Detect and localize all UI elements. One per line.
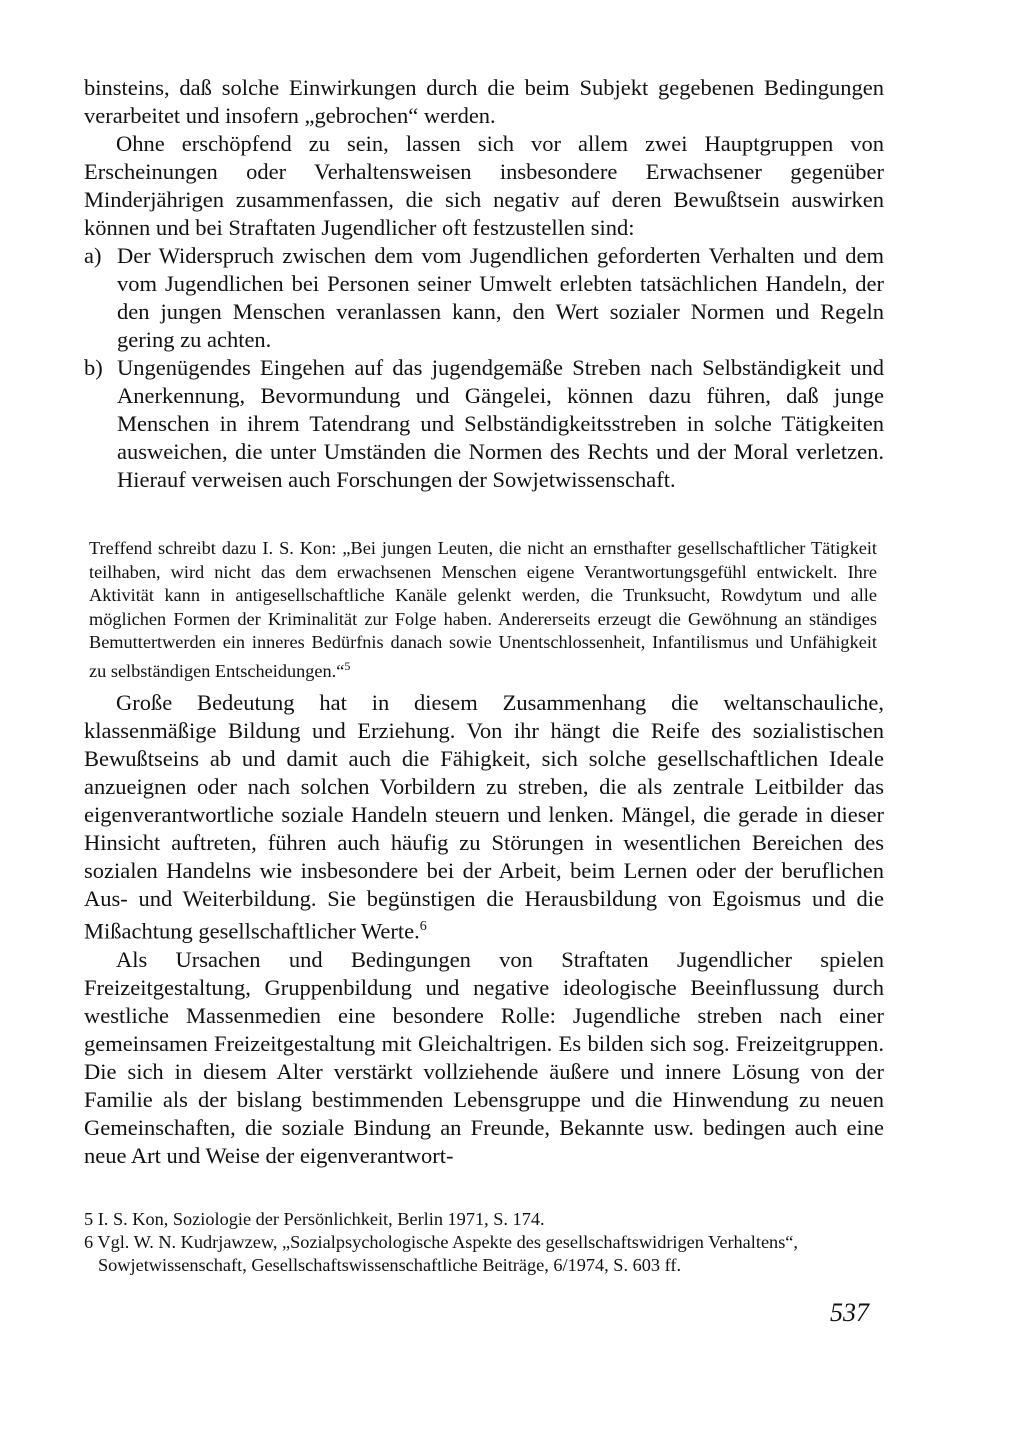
- influence-list: [84, 242, 884, 494]
- list-item-text: Der Widerspruch zwischen dem vom Jugendlichen geforderten Verhalten und dem vom Jugendlichen bei Personen seiner Umwelt erlebten tatsächlichen Handeln, der den jungen Menschen veranlassen kann, den Wert sozialer Normen und Regeln gering zu achten.: [117, 243, 884, 352]
- list-marker: b): [84, 355, 103, 380]
- list-marker: a): [84, 243, 102, 268]
- page-number: 537: [830, 1298, 869, 1327]
- lower-body: [84, 689, 884, 1170]
- footnotes: [84, 1208, 884, 1277]
- paragraph-freizeit: Als Ursachen und Bedingungen von Straftaten Jugendlicher spielen Freizeitgestaltung, Gruppenbildung und negative ideologische Beeinflussung durch westliche Massenmedien eine besondere Rolle: Jugendliche streben nach einer gemeinsamen Freizeitgestaltung mit Gleichaltrigen. Es bilden sich sog. Freizeitgruppen. Die sich in diesem Alter verstärkt vollziehende äußere und innere Lösung von der Familie als der bislang bestimmenden Lebensgruppe und die Hinwendung zu neuen Gemeinschaften, die soziale Bindung an Freunde, Bekannte usw. bedingen auch eine neue Art und Weise der eigenverantwort-: [84, 946, 884, 1168]
- quote-text: Treffend schreibt dazu I. S. Kon: „Bei jungen Leuten, die nicht an ernsthafter gesellschaftlicher Tätigkeit teilhaben, wird nicht das dem erwachsenen Menschen eigene Verantwortungsgefühl entwickelt. Ihre Aktivität kann in antigesellschaftliche Kanäle gelenkt werden, die Trunksucht, Rowdytum und alle möglichen Formen der Kriminalität zur Folge haben. Andererseits erzeugt die Gewöhnung an ständiges Bemuttertwerden ein inneres Bedürfnis danach sowie Unentschlossenheit, Infantilismus und Unfähigkeit zu selbständigen Entscheidungen.“: [89, 538, 877, 682]
- list-item-text: Ungenügendes Eingehen auf das jugendgemäße Streben nach Selbständigkeit und Anerkennung, Bevormundung und Gängelei, können dazu führen, daß junge Menschen in ihrem Tatendrang und Selbständigkeitsstreben in solche Tätigkeiten ausweichen, die unter Umständen die Normen des Rechts und der Moral verletzen. Hierauf verweisen auch Forschungen der Sowjetwissenschaft.: [117, 355, 884, 492]
- footnote-ref: 5: [344, 658, 351, 673]
- upper-body: [84, 74, 884, 494]
- footnote: 6 Vgl. W. N. Kudrjawzew, „Sozialpsychologische Aspekte des gesellschaftswidrigen Verhaltens“, Sowjetwissenschaft, Gesellschaftswissenschaftliche Beiträge, 6/1974, S. 603 ff.: [84, 1232, 798, 1275]
- paragraph-bildung: [84, 689, 884, 946]
- footnote-ref: 6: [419, 919, 427, 934]
- block-quote: [89, 537, 877, 684]
- intro-paragraph: binsteins, daß solche Einwirkungen durch die beim Subjekt gegebenen Bedingungen verarbeitet und insofern „gebrochen“ werden.: [84, 75, 884, 128]
- paragraph-bildung-text: Große Bedeutung hat in diesem Zusammenhang die weltanschauliche, klassenmäßige Bildung und Erziehung. Von ihr hängt die Reife des sozialistischen Bewußtseins ab und damit auch die Fähigkeit, sich solche gesellschaftlichen Ideale anzueignen oder nach solchen Vorbildern zu streben, die als zentrale Leitbilder das eigenverantwortliche soziale Handeln steuern und lenken. Mängel, die gerade in dieser Hinsicht auftreten, führen auch häufig zu Störungen in wesentlichen Bereichen des sozialen Handelns wie insbesondere bei der Arbeit, beim Lernen oder der beruflichen Aus- und Weiterbildung. Sie begünstigen die Herausbildung von Egoismus und die Mißachtung gesellschaftlicher Werte.: [84, 690, 884, 944]
- list-item: [84, 242, 884, 354]
- footnote: 5 I. S. Kon, Soziologie der Persönlichkeit, Berlin 1971, S. 174.: [84, 1209, 545, 1229]
- list-item: [84, 354, 884, 494]
- paragraph-hauptgruppen: Ohne erschöpfend zu sein, lassen sich vor allem zwei Hauptgruppen von Erscheinungen oder Verhaltensweisen insbesondere Erwachsener gegenüber Minderjährigen zusammenfassen, die sich negativ auf deren Bewußtsein auswirken können und bei Straftaten Jugendlicher oft festzustellen sind:: [84, 131, 884, 240]
